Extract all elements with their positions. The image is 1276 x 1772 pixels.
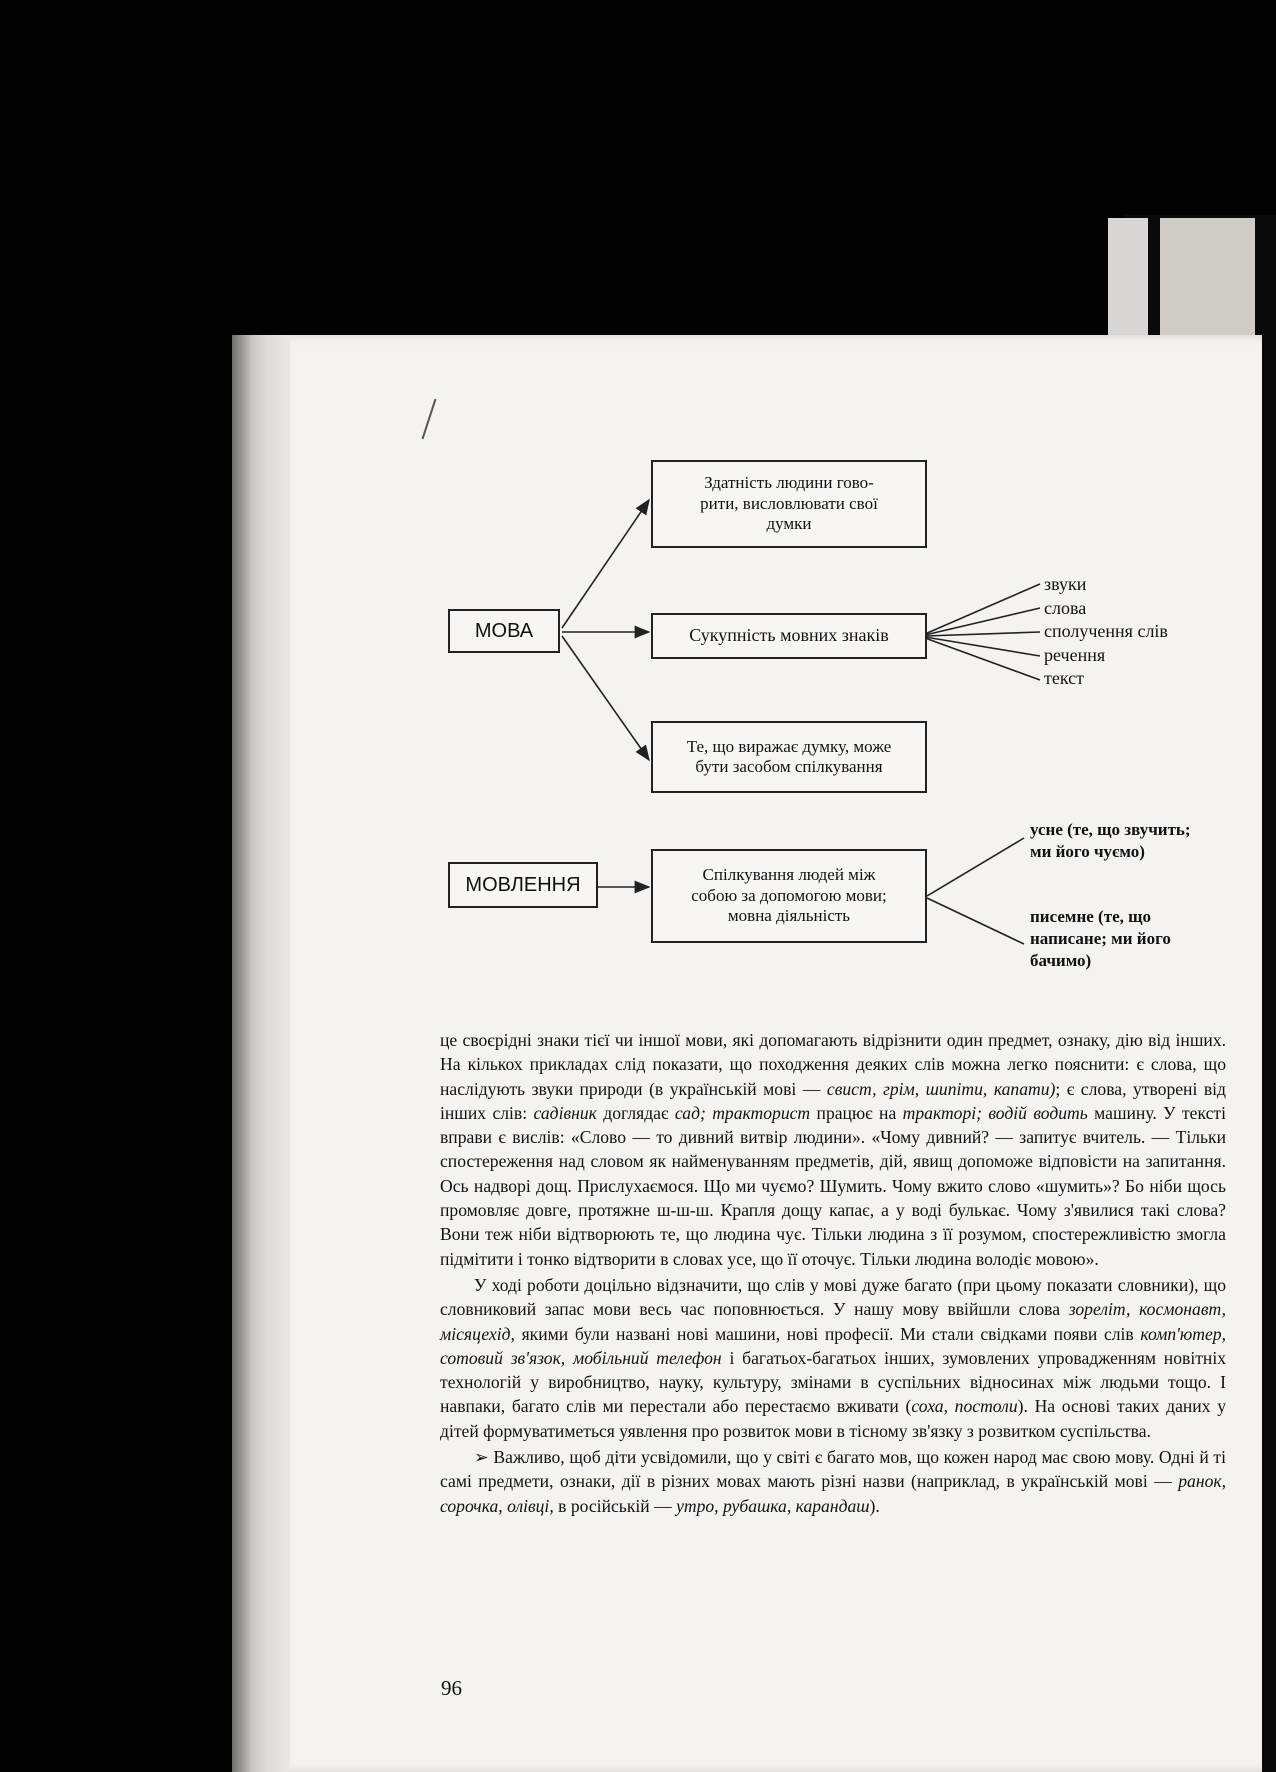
branch-oral	[927, 838, 1024, 896]
written-line: написане; ми його	[1030, 929, 1171, 948]
box-line: думки	[766, 514, 812, 534]
text-run: ). На основі таких даних у дітей формуватиметься уявлення про розвиток мови в тісному зв'язку з розвитком суспільства.	[440, 1396, 1227, 1441]
italic-example: свист, грім, шипіти, капати)	[826, 1078, 1056, 1099]
box-line: Сукупність мовних знаків	[689, 625, 889, 646]
unit-item: звуки	[1044, 574, 1087, 594]
text-run: ➢ Важливо, щоб діти усвідомили, що у світі є багато мов, що кожен народ має свою мову. Одні й ті самі предмети, ознаки, дії в різних мовах мають різні назви (наприклад, в українській мові —	[440, 1447, 1226, 1492]
text-run: працює на	[810, 1102, 903, 1123]
text-run: і багатьох-багатьох інших, зумовлених упровадженням новітніх технологій у виробництво, науку, культуру, змінами в суспільних відносинах між людьми тощо. І навпаки, багато слів ми перестали або перестаємо вживати (	[440, 1347, 1227, 1417]
language-units-list	[1044, 573, 1168, 691]
fan-line	[925, 608, 1040, 635]
text-run: якими були названі нові машини, нові професії. Ми стали свідками появи слів	[514, 1323, 1141, 1344]
text-run: це своєрідні знаки тієї чи іншої мови, які допомагають відрізнити один предмет, ознаку, дію від інших. На кількох прикладах слід показати, що походження деяких слів можна легко пояснити: є слова, що наслідують звуки природи (в українській мові —	[440, 1030, 1226, 1099]
italic-example: комп'ютер, сотовий зв'язок, мобільний телефон	[440, 1323, 1226, 1368]
movlennia-label: МОВЛЕННЯ	[465, 874, 581, 896]
written-line: писемне (те, що	[1030, 907, 1151, 926]
written-line: бачимо)	[1030, 951, 1092, 970]
italic-example: садівник	[533, 1102, 597, 1123]
fan-line	[925, 638, 1040, 680]
body-text	[440, 1028, 1226, 1518]
fan-line	[925, 584, 1040, 634]
text-run: ).	[869, 1495, 880, 1516]
text-run: доглядає	[596, 1102, 675, 1123]
unit-item: слова	[1044, 597, 1087, 618]
unit-item: текст	[1044, 668, 1085, 688]
italic-example: зореліт, космонавт, місяцехід,	[440, 1299, 1227, 1344]
arrow-mova-box3	[562, 636, 649, 760]
paragraph	[440, 1445, 1226, 1518]
italic-example: тракторі; водій водить	[902, 1102, 1088, 1123]
italic-example: сад; тракторист	[674, 1102, 811, 1123]
unit-item: речення	[1044, 644, 1106, 665]
text-run: машину. У тексті вправи є вислів: «Слово — то дивний витвір людини». «Чому дивний? — запитує вчитель. — Тільки спостереження над словом як найменуванням предметів, дій, явищ допоможе відповісти на запитання. Ось надворі дощ. Прислухаємося. Що ми чуємо? Шумить. Чому вжито слово «шумить»? Бо ніби щось промовляє довге, протяжне ш-ш-ш. Крапля дощу капає, а у воді булькає. Чому з'явилися такі слова? Вони теж ніби відтворюють те, що людина чує. Тільки людина з її розумом, спостережливістю змогла підмітити і тонко відтворити в словах усе, що її оточує. Тільки людина володіє мовою».	[440, 1102, 1226, 1269]
text-run: У ході роботи доцільно відзначити, що слів у мові дуже багато (при цьому показати словники), що словниковий запас мови весь час поповнюється. У нашу мову ввійшли слова	[440, 1274, 1226, 1320]
oral-line: усне (те, що звучить;	[1030, 820, 1191, 839]
fan-line	[925, 632, 1040, 636]
definition-box-ability	[651, 460, 927, 548]
definition-box-communication	[651, 721, 927, 793]
oral-line: ми його чуємо)	[1030, 842, 1145, 861]
mova-label: МОВА	[474, 620, 534, 642]
italic-example: утро, рубашка, карандаш	[676, 1495, 870, 1516]
paragraph	[440, 1028, 1226, 1271]
box-line: бути засобом спілкування	[695, 757, 883, 776]
branch-written	[927, 898, 1024, 944]
box-line: Здатність людини гово-	[704, 473, 874, 493]
box-line: Спілкування людей між	[702, 865, 876, 885]
italic-example: ранок, сорочка, олівці,	[440, 1471, 1226, 1516]
box-line: Те, що виражає думку, може	[686, 736, 892, 756]
movlennia-box	[448, 862, 598, 908]
written-speech-label	[1030, 906, 1210, 972]
italic-example: соха, постоли	[911, 1396, 1018, 1417]
text-run: ; є слова, утворені від інших слів:	[440, 1078, 1226, 1123]
definition-box-speech	[651, 849, 927, 943]
text-run: в російській —	[553, 1495, 677, 1516]
definition-box-signs	[651, 613, 927, 659]
unit-item: сполучення слів	[1044, 621, 1168, 641]
arrow-mova-box1	[562, 500, 649, 628]
mova-box	[448, 609, 560, 653]
page-number: 96	[441, 1676, 462, 1700]
box-line: мовна діяльність	[727, 906, 851, 926]
box-line: собою за допомогою мови;	[691, 885, 887, 905]
paragraph	[440, 1273, 1226, 1443]
fan-line	[925, 637, 1040, 656]
oral-speech-label	[1030, 819, 1230, 863]
box-line: рити, висловлювати свої	[700, 493, 878, 513]
